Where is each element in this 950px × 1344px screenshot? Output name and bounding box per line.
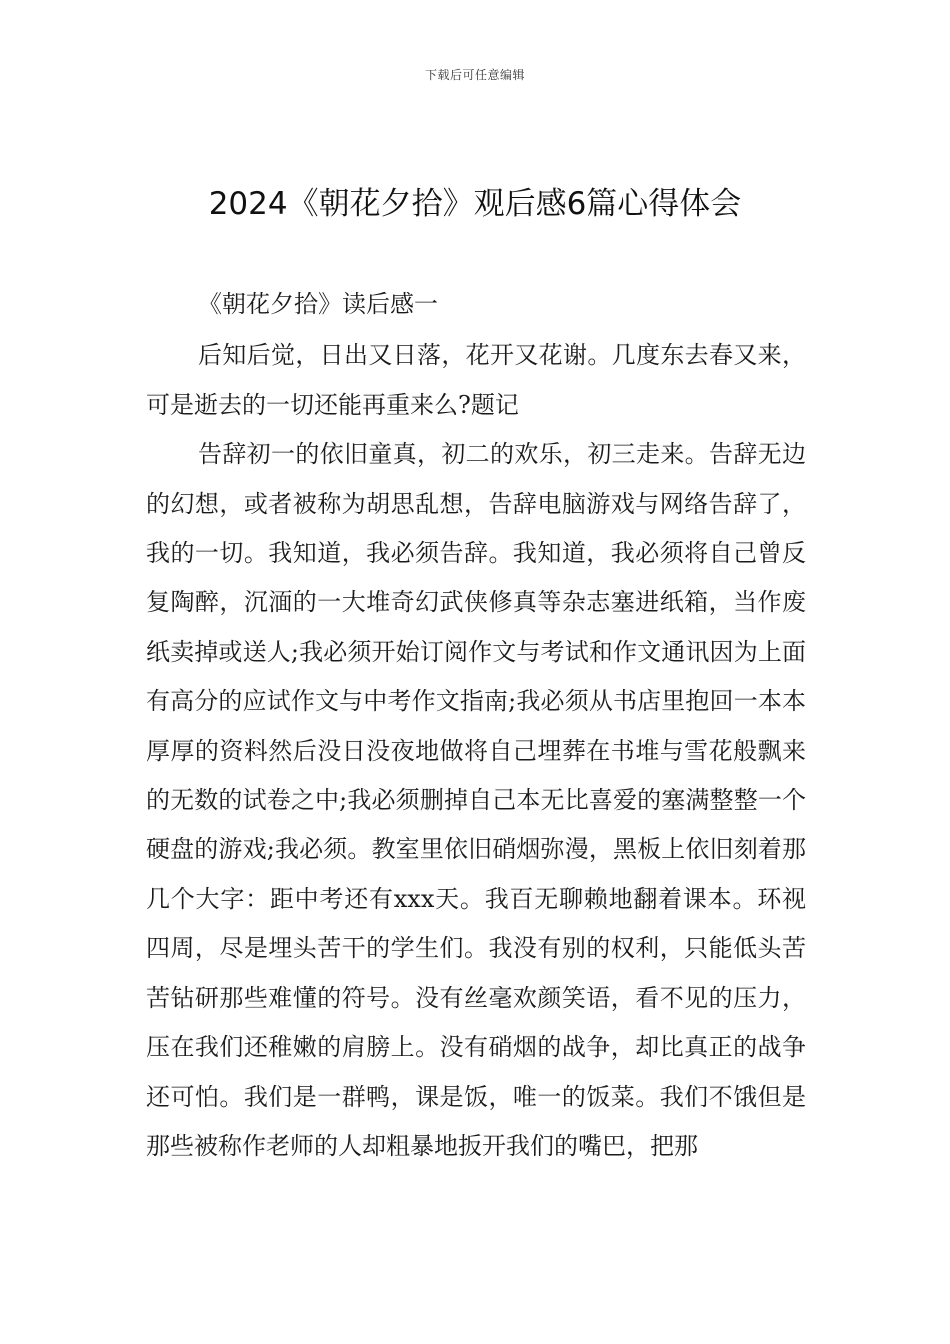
paragraph: 后知后觉，日出又日落，花开又花谢。几度东去春又来，可是逝去的一切还能再重来么?题记 bbox=[146, 341, 806, 419]
paragraph: 告辞初一的依旧童真，初二的欢乐，初三走来。告辞无边的幻想，或者被称为胡思乱想，告辞电脑游戏与网络告辞了，我的一切。我知道，我必须告辞。我知道，我必须将自己曾反复陶醉，沉湎的一大堆奇幻武侠修真等杂志塞进纸箱，当作废纸卖掉或送人;我必须开始订阅作文与考试和作文通讯因为上面有高分的应试作文与中考作文指南;我必须从书店里抱回一本本厚厚的资料然后没日没夜地做将自己埋葬在书堆与雪花般飘来的无数的试卷之中;我必须删掉自己本无比喜爱的塞满整整一个硬盘的游戏;我必须。教室里依旧硝烟弥漫，黑板上依旧刻着那几个大字：距中考还有xxx天。我百无聊赖地翻着课本。环视四周，尽是埋头苦干的学生们。我没有别的权利，只能低头苦苦钻研那些难懂的符号。没有丝毫欢颜笑语，看不见的压力，压在我们还稚嫩的肩膀上。没有硝烟的战争，却比真正的战争还可怕。我们是一群鸭，课是饭，唯一的饭菜。我们不饿但是那些被称作老师的人却粗暴地扳开我们的嘴巴，把那 bbox=[146, 440, 806, 1160]
header-note: 下载后可任意编辑 bbox=[424, 68, 525, 82]
document-body bbox=[146, 280, 806, 1171]
section-heading: 《朝花夕拾》读后感一 bbox=[198, 290, 438, 318]
document-title: 2024《朝花夕拾》观后感6篇心得体会 bbox=[208, 186, 742, 222]
